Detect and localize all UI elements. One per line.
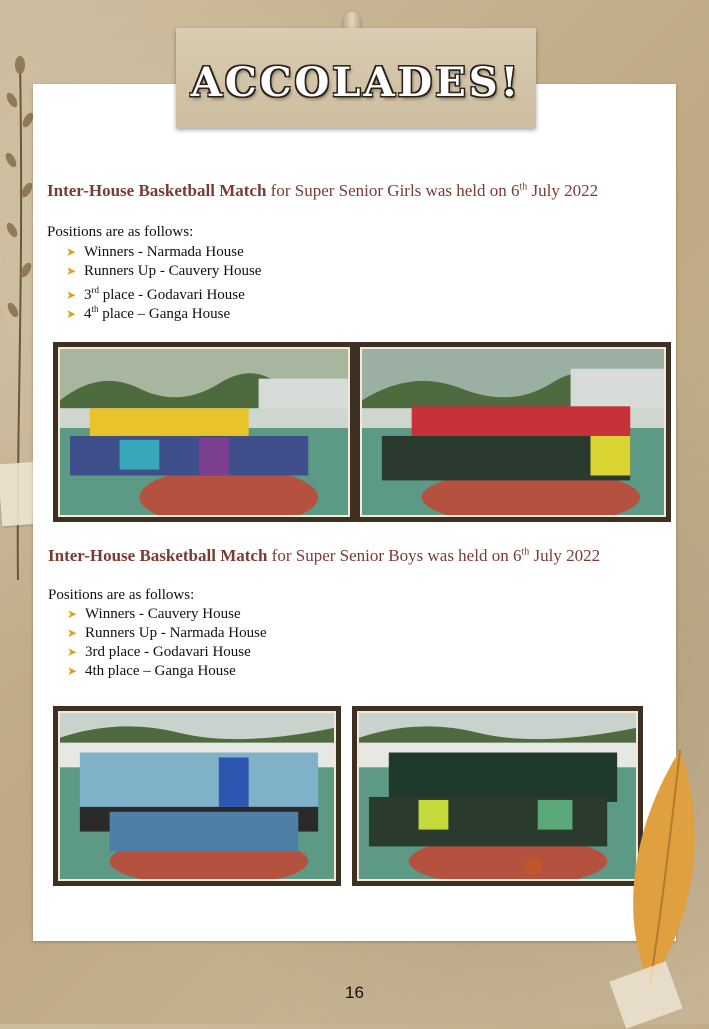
- list-item: [66, 243, 261, 262]
- list-item-text: Runners Up - Cauvery House: [84, 263, 262, 279]
- autumn-leaf-decoration: [620, 740, 709, 990]
- girls-team-photo-image: [362, 349, 664, 515]
- list-item-text: 4: [84, 306, 92, 322]
- list-item-text: 4th place – Ganga House: [85, 663, 236, 679]
- arrow-bullet-icon: ➤: [67, 664, 78, 678]
- list-item-text: place – Ganga House: [98, 306, 231, 322]
- girls-team-photo-1: [53, 342, 355, 522]
- arrow-bullet-icon: ➤: [67, 626, 78, 640]
- list-item-sup: rd: [91, 285, 99, 295]
- girls-intro: Positions are as follows:: [47, 224, 194, 240]
- list-item-sup: th: [91, 304, 99, 314]
- list-item: [66, 262, 261, 281]
- list-item: [67, 605, 267, 624]
- list-item: [67, 662, 267, 681]
- boys-team-photo-image: [359, 713, 636, 879]
- girls-heading: [47, 181, 598, 201]
- arrow-bullet-icon: ➤: [66, 307, 77, 321]
- list-item: [66, 281, 261, 303]
- title-banner: [176, 28, 536, 128]
- girls-team-photo-image: [60, 349, 348, 515]
- arrow-bullet-icon: ➤: [66, 245, 77, 259]
- list-item-text: Winners - Cauvery House: [85, 606, 241, 622]
- arrow-bullet-icon: ➤: [66, 264, 77, 278]
- boys-heading: [48, 546, 600, 566]
- boys-team-photo-1: [53, 706, 341, 886]
- list-item-text: place - Godavari House: [99, 287, 245, 303]
- list-item-text: Winners - Narmada House: [84, 244, 244, 260]
- girls-heading-end: July 2022: [527, 181, 599, 200]
- list-item-text: 3rd place - Godavari House: [85, 644, 251, 660]
- list-item: [67, 624, 267, 643]
- page-number: 16: [345, 983, 364, 1002]
- girls-heading-sup: th: [519, 181, 528, 193]
- boys-team-photo-2: [352, 706, 643, 886]
- list-item-text: 3: [84, 287, 92, 303]
- list-item: [67, 643, 267, 662]
- list-item-text: Runners Up - Narmada House: [85, 625, 267, 641]
- boys-heading-bold: Inter-House Basketball Match: [48, 546, 268, 565]
- page-title: ACCOLADES!: [190, 58, 522, 106]
- arrow-bullet-icon: ➤: [66, 288, 77, 302]
- boys-heading-text: for Super Senior Boys was held on 6: [267, 546, 522, 565]
- boys-heading-sup: th: [521, 546, 530, 558]
- boys-team-photo-image: [60, 713, 334, 879]
- arrow-bullet-icon: ➤: [67, 607, 78, 621]
- girls-positions-list: [66, 243, 262, 322]
- girls-heading-text: for Super Senior Girls was held on 6: [266, 181, 520, 200]
- boys-heading-end: July 2022: [529, 546, 601, 565]
- girls-heading-bold: Inter-House Basketball Match: [47, 181, 267, 200]
- arrow-bullet-icon: ➤: [67, 645, 78, 659]
- girls-team-photo-2: [355, 342, 671, 522]
- boys-positions-list: [67, 605, 267, 681]
- boys-intro: Positions are as follows:: [48, 587, 195, 603]
